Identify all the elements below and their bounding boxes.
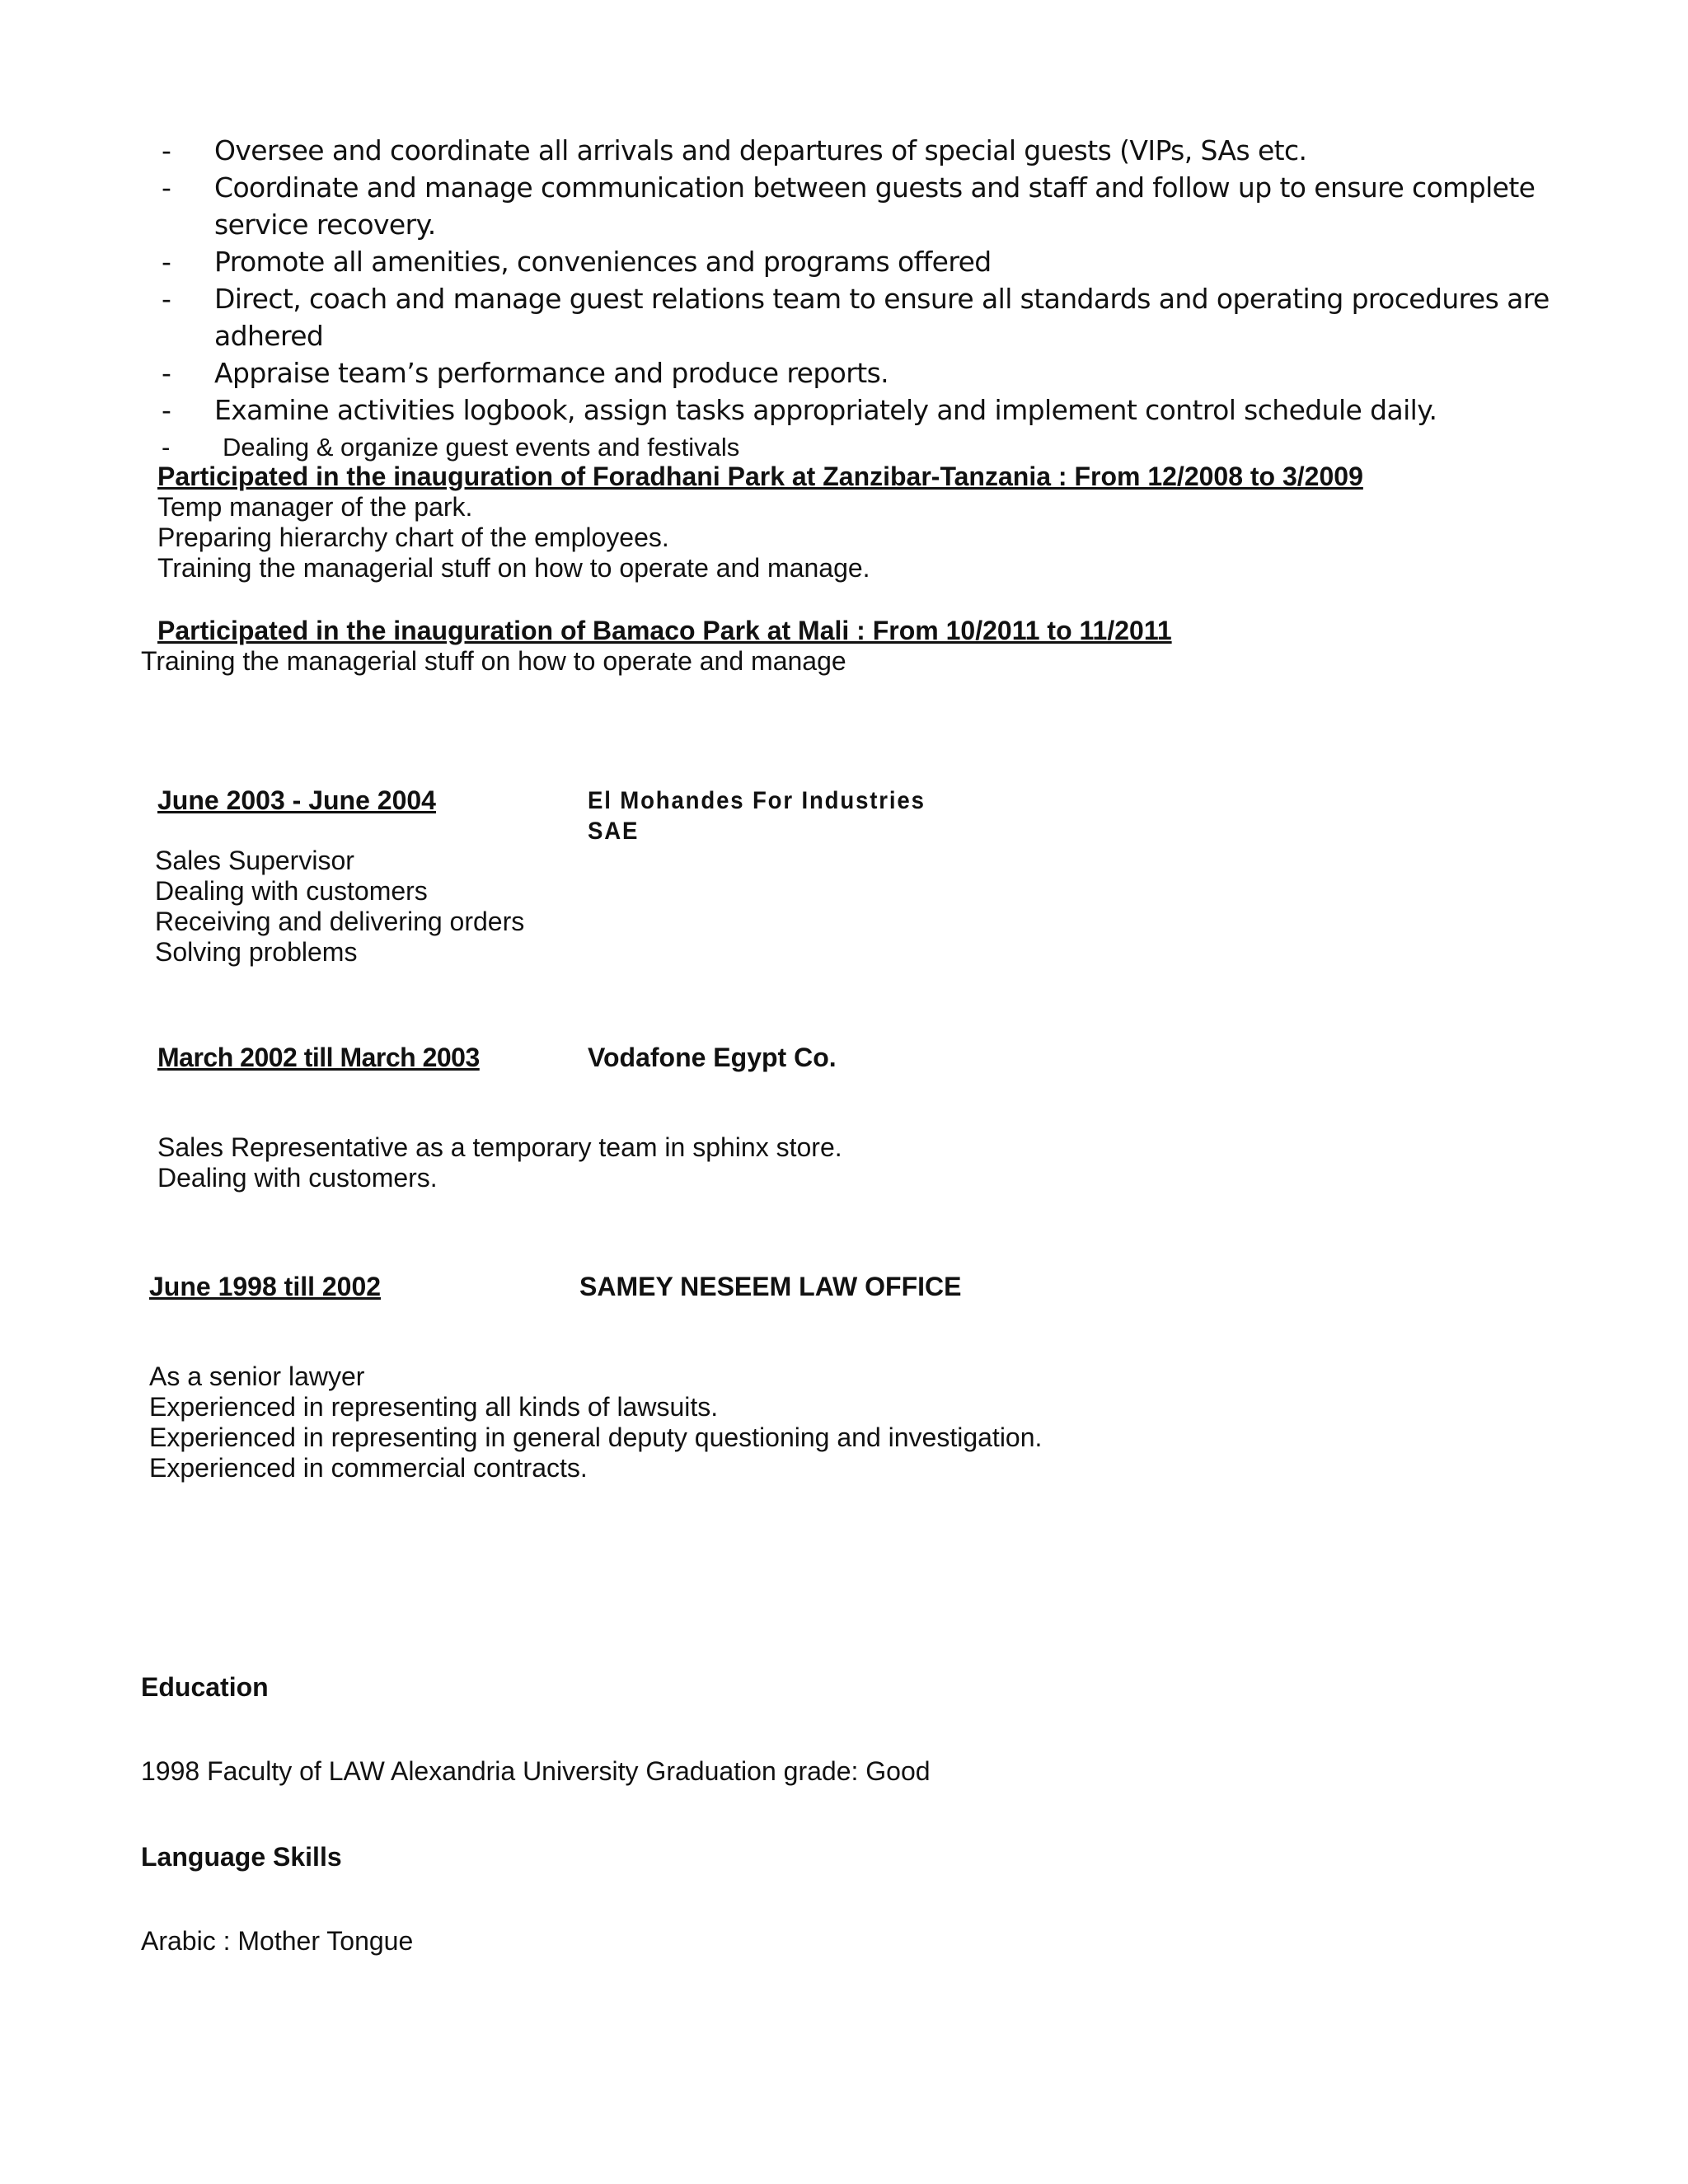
list-item: - Direct, coach and manage guest relations team to ensure all standards and operating procedures are adhered — [162, 280, 1579, 354]
section-heading: Language Skills — [141, 1842, 342, 1872]
languages-heading-block — [141, 1842, 342, 1872]
education-entry: 1998 Faculty of LAW Alexandria University Graduation grade: Good — [141, 1756, 931, 1786]
job-company: SAE — [588, 818, 640, 845]
zanzibar-section — [157, 462, 1363, 583]
job-company-block — [588, 785, 926, 846]
job-company-block — [579, 1272, 961, 1302]
job-company: Vodafone Egypt Co. — [588, 1043, 837, 1072]
bullet-dash: - — [162, 433, 171, 462]
job-period-block — [157, 1043, 480, 1073]
languages-entry-block — [141, 1926, 413, 1957]
job-duty: Dealing with customers. — [157, 1163, 438, 1193]
job-company: SAMEY NESEEM LAW OFFICE — [579, 1272, 962, 1301]
language-entry: Arabic : Mother Tongue — [141, 1926, 414, 1956]
list-item: - Oversee and coordinate all arrivals and departures of special guests (VIPs, SAs etc. — [162, 132, 1579, 169]
job-period: June 2003 - June 2004 — [157, 785, 436, 815]
list-item: - Appraise team’s performance and produce reports. — [162, 354, 1579, 391]
job-period: March 2002 till March 2003 — [157, 1043, 480, 1072]
job-duty: Experienced in representing all kinds of lawsuits. — [149, 1392, 719, 1422]
job-duty: Dealing with customers — [155, 876, 428, 906]
education-entry-block — [141, 1756, 931, 1787]
job-period-block — [157, 785, 436, 816]
job-duty: Experienced in commercial contracts. — [149, 1453, 588, 1483]
job-duties — [149, 1361, 1042, 1483]
job-duties — [157, 1132, 842, 1193]
list-item: - Examine activities logbook, assign tasks appropriately and implement control schedule daily. — [162, 391, 1579, 429]
zanzibar-line: Training the managerial stuff on how to operate and manage. — [157, 553, 870, 583]
education-heading-block — [141, 1672, 269, 1703]
job-duties — [155, 846, 524, 968]
mali-lines-block — [141, 646, 846, 677]
mali-heading: Participated in the inauguration of Bamaco Park at Mali : From 10/2011 to 11/2011 — [157, 616, 1172, 645]
job-company: El Mohandes For Industries — [588, 787, 926, 814]
job-duty: Experienced in representing in general deputy questioning and investigation. — [149, 1422, 1043, 1452]
mali-line: Training the managerial stuff on how to operate and manage — [141, 646, 846, 676]
mali-heading-block — [157, 616, 1172, 646]
zanzibar-line: Preparing hierarchy chart of the employees. — [157, 523, 669, 552]
job-duty: Receiving and delivering orders — [155, 907, 525, 936]
job-company-block — [588, 1043, 837, 1073]
job-duty: Sales Supervisor — [155, 846, 354, 875]
section-heading: Education — [141, 1672, 269, 1702]
job-duty: Solving problems — [155, 937, 358, 967]
bullet-dash: - — [162, 283, 171, 315]
list-item: - Promote all amenities, conveniences and programs offered — [162, 243, 1579, 280]
zanzibar-line: Temp manager of the park. — [157, 492, 473, 522]
job-period: June 1998 till 2002 — [149, 1272, 382, 1301]
bullet-dash: - — [162, 357, 171, 389]
bullet-dash: - — [162, 134, 171, 166]
bullet-dash: - — [162, 171, 171, 204]
zanzibar-heading: Participated in the inauguration of Foradhani Park at Zanzibar-Tanzania : From 12/2008 to 3/2009 — [157, 462, 1363, 491]
bullet-dash: - — [162, 246, 171, 278]
list-item: - Dealing & organize guest events and festivals — [162, 429, 1579, 466]
list-item: - Coordinate and manage communication between guests and staff and follow up to ensure complete service recovery. — [162, 169, 1579, 243]
job-duty: Sales Representative as a temporary team in sphinx store. — [157, 1132, 842, 1162]
job-duty: As a senior lawyer — [149, 1361, 365, 1391]
job-period-block — [149, 1272, 381, 1302]
responsibilities-list — [162, 132, 1579, 466]
bullet-dash: - — [162, 394, 171, 426]
